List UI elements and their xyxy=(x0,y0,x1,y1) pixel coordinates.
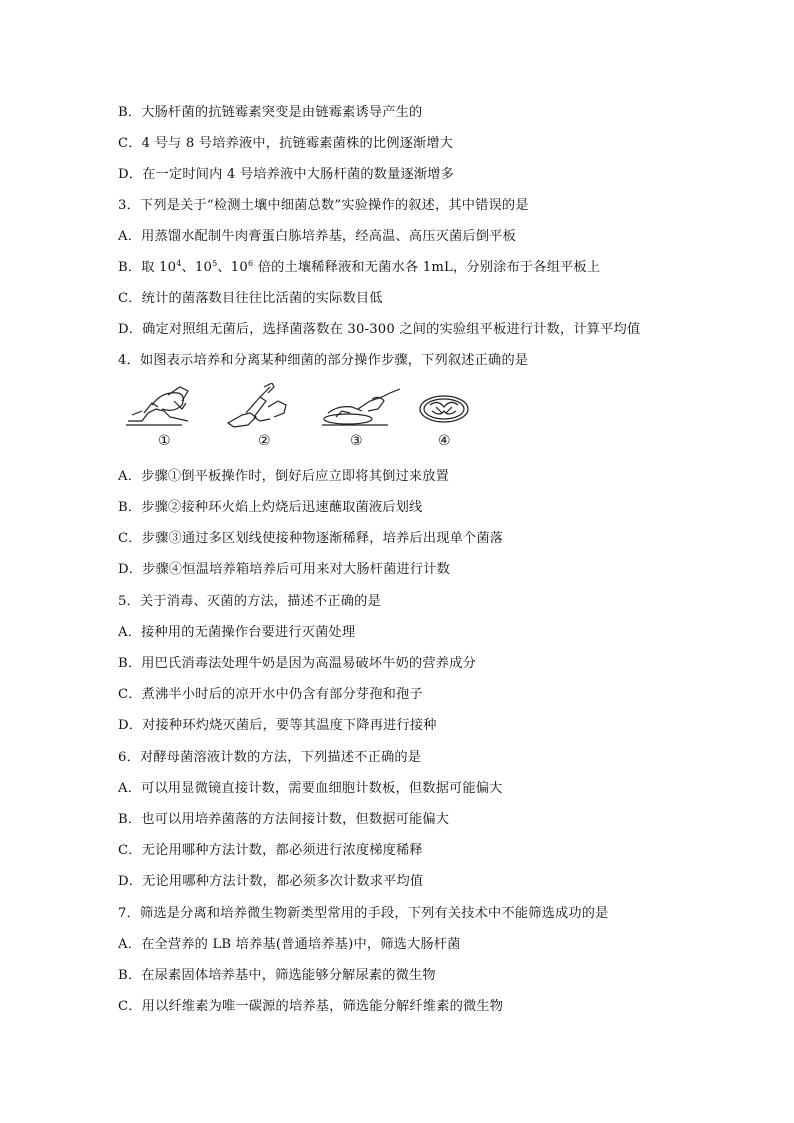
option-line: A．步骤①倒平板操作时，倒好后应立即将其倒过来放置 xyxy=(118,469,450,484)
inoculation-loop-sketch xyxy=(228,383,286,427)
option-line: C．4 号与 8 号培养液中，抗链霉素菌株的比例逐渐增大 xyxy=(118,136,454,151)
option-line: B．大肠杆菌的抗链霉素突变是由链霉素诱导产生的 xyxy=(118,105,423,120)
option-line: A．在全营养的 LB 培养基(普通培养基)中，筛选大肠杆菌 xyxy=(118,937,461,952)
option-line: B．用巴氏消毒法处理牛奶是因为高温易破坏牛奶的营养成分 xyxy=(118,656,476,671)
q3b-exp1: 4 xyxy=(176,259,182,268)
streak-plate-sketch xyxy=(322,389,400,425)
option-line: D．在一定时间内 4 号培养液中大肠杆菌的数量逐渐增多 xyxy=(118,167,455,182)
option-line: A．可以用显微镜直接计数，需要血细胞计数板，但数据可能偏大 xyxy=(118,781,503,796)
option-line: D．确定对照组无菌后，选择菌落数在 30-300 之间的实验组平板进行计数，计算平均值 xyxy=(118,322,641,337)
question-3-option-b xyxy=(118,259,698,277)
q3b-sep2: 、10 xyxy=(217,260,248,275)
option-line: C．用以纤维素为唯一碳源的培养基，筛选能分解纤维素的微生物 xyxy=(118,999,504,1014)
option-line: B．也可以用培养菌落的方法间接计数，但数据可能偏大 xyxy=(118,812,450,827)
option-line: C．统计的菌落数目往往比活菌的实际数目低 xyxy=(118,291,383,306)
option-line: B．步骤②接种环火焰上灼烧后迅速蘸取菌液后划线 xyxy=(118,500,423,515)
q3b-prefix: B．取 10 xyxy=(118,260,177,275)
q3b-exp2: 5 xyxy=(212,259,218,268)
option-line: B．在尿素固体培养基中，筛选能够分解尿素的微生物 xyxy=(118,968,436,983)
option-line: D．步骤④恒温培养箱培养后可用来对大肠杆菌进行计数 xyxy=(118,562,451,577)
question-3-stem: 3．下列是关于“检测土壤中细菌总数”实验操作的叙述，其中错误的是 xyxy=(118,198,529,213)
option-line: A．用蒸馏水配制牛肉膏蛋白胨培养基，经高温、高压灭菌后倒平板 xyxy=(118,229,516,244)
procedure-illustrations xyxy=(122,383,474,433)
q3b-exp3: 6 xyxy=(248,259,254,268)
procedure-figure xyxy=(122,383,474,453)
figure-label-3: ③ xyxy=(350,433,363,449)
question-4-stem: 4．如图表示培养和分离某种细菌的部分操作步骤，下列叙述正确的是 xyxy=(118,353,529,368)
option-line: C．煮沸半小时后的凉开水中仍含有部分芽孢和孢子 xyxy=(118,687,423,702)
question-7-stem: 7．筛选是分离和培养微生物新类型常用的手段，下列有关技术中不能筛选成功的是 xyxy=(118,906,609,921)
incubated-plate-sketch xyxy=(420,396,468,422)
figure-label-2: ② xyxy=(258,433,271,449)
figure-label-1: ① xyxy=(158,433,171,449)
option-line: C．无论用哪种方法计数，都必须进行浓度梯度稀释 xyxy=(118,843,423,858)
figure-label-4: ④ xyxy=(438,433,451,449)
option-line: A．接种用的无菌操作台要进行灭菌处理 xyxy=(118,625,356,640)
question-5-stem: 5．关于消毒、灭菌的方法，描述不正确的是 xyxy=(118,594,381,609)
pour-plate-sketch xyxy=(126,387,188,425)
option-line: D．对接种环灼烧灭菌后，要等其温度下降再进行接种 xyxy=(118,718,437,733)
q3b-suffix: 倍的土壤稀释液和无菌水各 1mL，分别涂布于各组平板上 xyxy=(253,260,601,275)
option-line: C．步骤③通过多区划线使接种物逐渐稀释，培养后出现单个菌落 xyxy=(118,531,504,546)
option-line: D．无论用哪种方法计数，都必须多次计数求平均值 xyxy=(118,874,424,889)
q3b-sep1: 、10 xyxy=(181,260,213,275)
question-6-stem: 6．对酵母菌溶液计数的方法，下列描述不正确的是 xyxy=(118,750,422,765)
